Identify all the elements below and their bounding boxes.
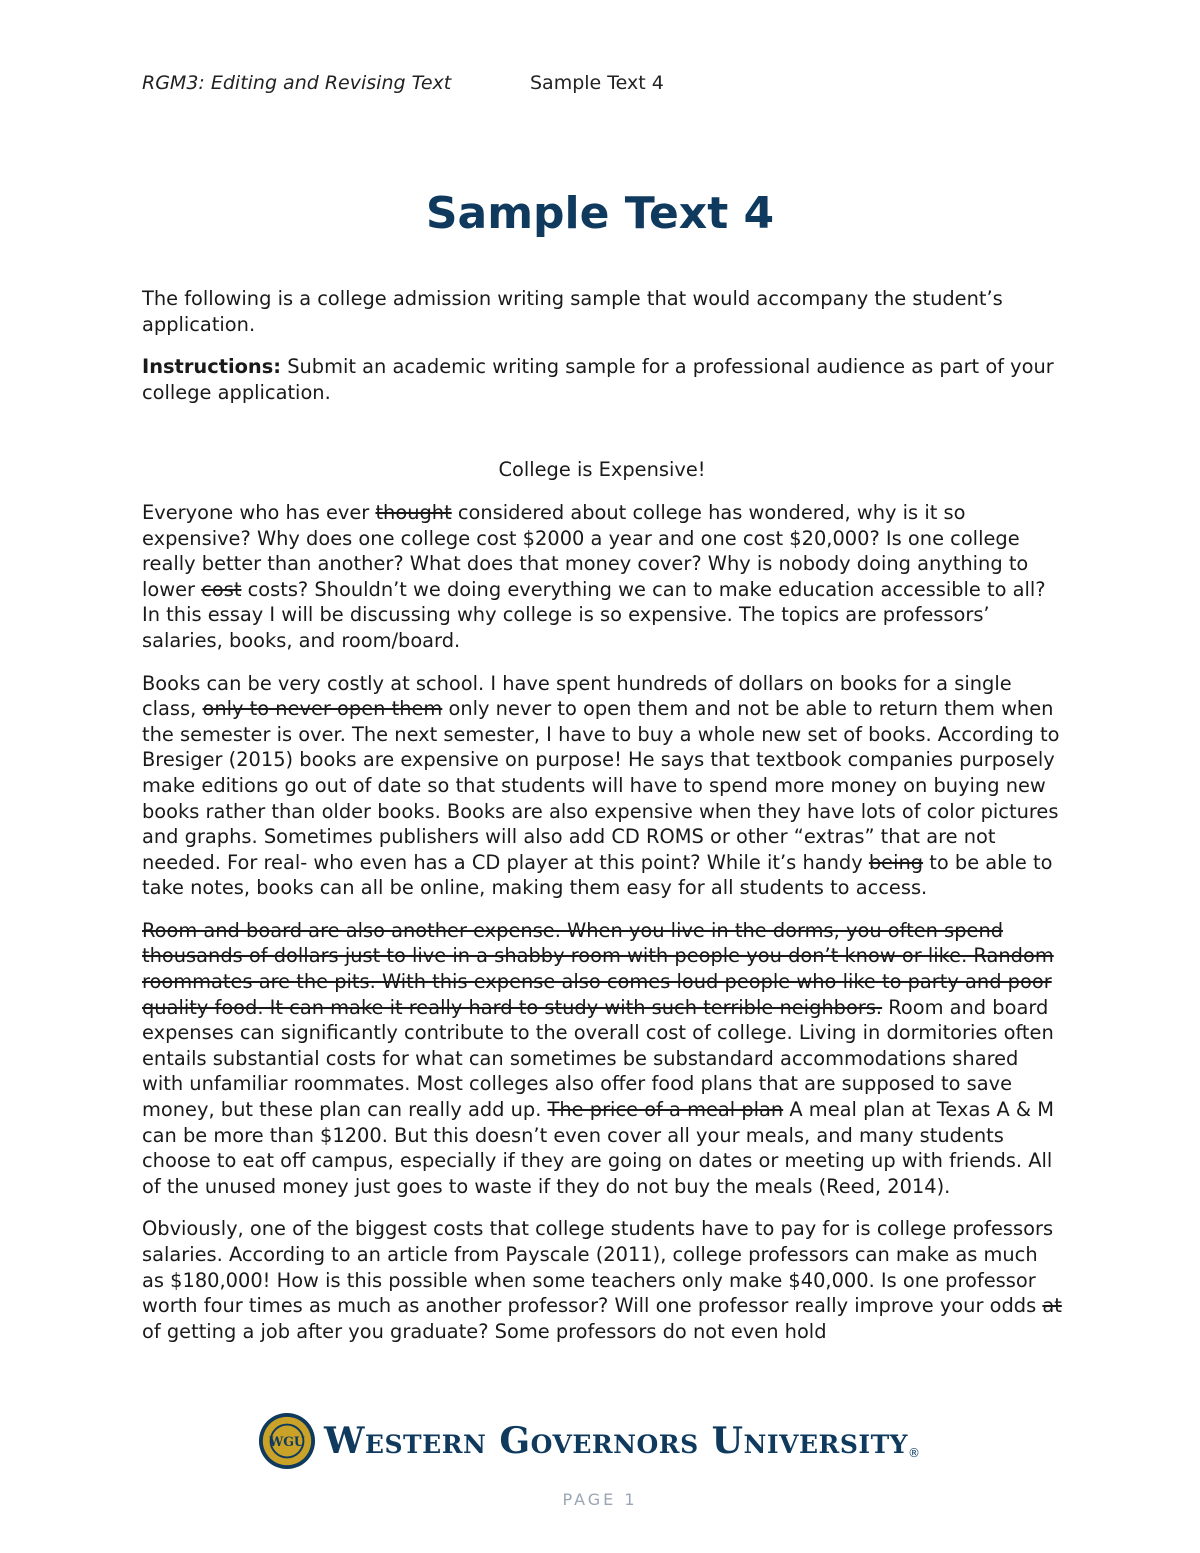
instructions-label: Instructions: — [142, 355, 282, 379]
page-number: PAGE 1 — [562, 1490, 638, 1509]
p4-text-a: Obviously, one of the biggest costs that college students have to pay for is college professors salaries. According to an article from Payscale (2011), college professors can make as much as $180,000! How is this possible when some teachers only make $40,000. Is one professor worth four times as much as another professor? Will one professor really improve your odds — [142, 1217, 1054, 1318]
p2-text-c: to be able to take notes, books can all be online, making them easy for all students to access. — [142, 850, 1053, 900]
p3-text-b: A meal plan at Texas A & M can be more than $1200. But this doesn’t even cover all your meals, and many students choose to eat off campus, especially if they are going on dates or meeting up with friends. All of the unused money just goes to waste if they do not buy the meals (Reed, 2014). — [142, 1098, 1054, 1198]
p4-text-b: of getting a job after you graduate? Some professors do not even hold — [142, 1319, 827, 1343]
essay-title: College is Expensive! — [498, 458, 706, 482]
p2-deleted-2: being — [868, 850, 924, 874]
p3-deleted-2: The price of a meal plan — [547, 1098, 784, 1122]
p3-deleted-1: Room and board are also another expense. When you live in the dorms, you often spend thousands of dollars just to live in a shabby room with people you don’t know or like. Random roommates are the pits. With this expense also comes loud people who like to party and poor quality food. It can make it really hard to study with such terrible neighbors. — [142, 918, 1054, 1019]
p2-text-b: only never to open them and not be able to return them when the semester is over. The next semester, I have to buy a whole new set of books. According to Bresiger (2015) books are expensive on purpose! He says that textbook companies purposely make editions go out of date so that students will have to spend more money on buying new books rather than older books. Books are also expensive when they have lots of color pictures and graphs. Sometimes publishers will also add CD ROMS or other “extras” that are not needed. For real- who even has a CD player at this point? While it’s handy — [142, 697, 1060, 874]
p1-deleted-2: cost — [201, 577, 242, 601]
p1-text-c: costs? Shouldn’t we doing everything we can to make education accessible to all? In this essay I will be discussing why college is so expensive. The topics are professors’ salaries, books, and room/board. — [142, 577, 1046, 652]
p1-deleted-1: thought — [375, 500, 452, 524]
p1-text-b: considered about college has wondered, why is it so expensive? Why does one college cost $2000 a year and one cost $20,000? Is one college really better than another? What does that money cover? Why is nobody doing anything to lower — [142, 500, 1029, 601]
page-header — [142, 72, 664, 94]
essay-paragraph-2 — [142, 671, 1062, 901]
instructions-text: Submit an academic writing sample for a professional audience as part of your college application. — [142, 355, 1054, 404]
seal-monogram: WGU — [269, 1433, 305, 1449]
p2-text-a: Books can be very costly at school. I have spent hundreds of dollars on books for a single class, — [142, 671, 1012, 721]
essay-paragraph-4 — [142, 1216, 1062, 1344]
page-title: Sample Text 4 — [425, 188, 775, 239]
header-doc-label: Sample Text 4 — [530, 72, 664, 94]
wgu-wordmark: Western Governors University — [324, 1420, 909, 1462]
p1-text-a: Everyone who has ever — [142, 500, 376, 524]
wgu-seal-icon — [258, 1412, 316, 1470]
trademark-symbol: ® — [908, 1446, 921, 1460]
document-body — [142, 286, 1062, 1361]
instructions-paragraph — [142, 354, 1062, 405]
p4-deleted-1: at — [1042, 1294, 1062, 1318]
p3-text-a: Room and board expenses can significantly contribute to the overall cost of college. Living in dormitories often entails substantial costs for what can sometimes be substandard accommodations shared with unfamiliar roommates. Most colleges also offer food plans that are supposed to save money, but these plan can really add up. — [142, 995, 1054, 1122]
wgu-logo — [258, 1410, 920, 1472]
course-title: RGM3: Editing and Revising Text — [142, 72, 452, 94]
essay-paragraph-3 — [142, 918, 1062, 1200]
p2-deleted-1: only to never open them — [202, 697, 443, 721]
intro-paragraph: The following is a college admission writing sample that would accompany the student’s application. — [142, 287, 1003, 336]
essay-paragraph-1 — [142, 500, 1062, 654]
